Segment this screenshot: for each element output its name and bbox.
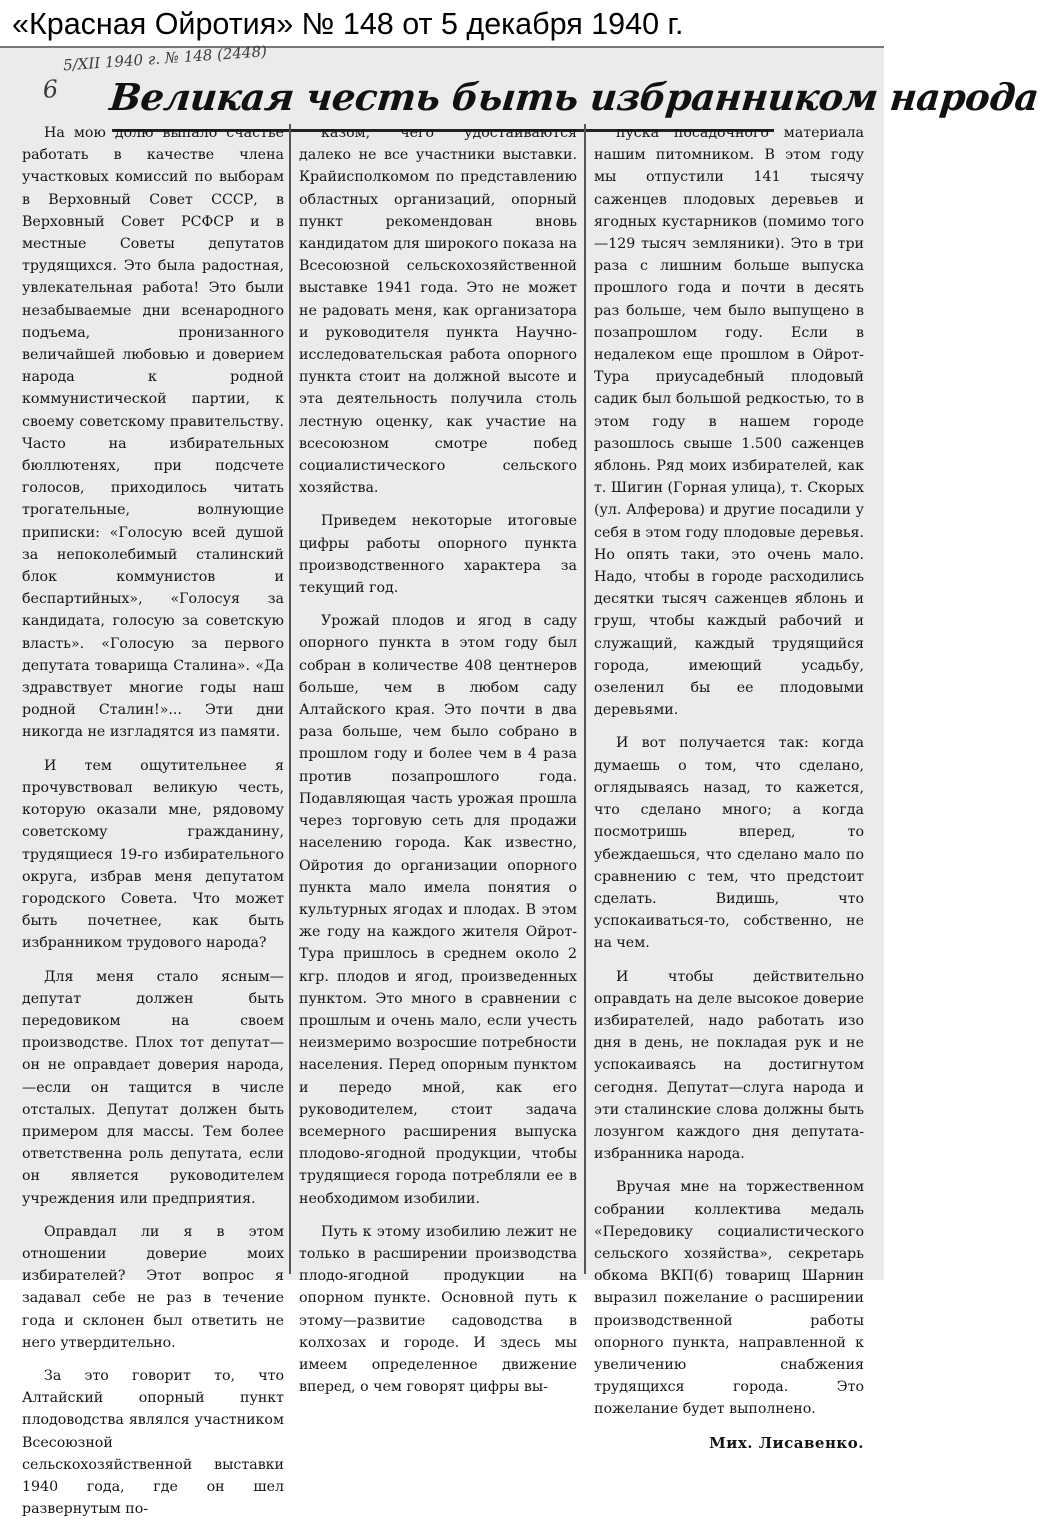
paragraph: Путь к этому изобилию лежит не только в расширении производства плодо-ягодной продукции на опорном пункте. Основной путь к этому—развитие садоводства в колхозах и городе. И здесь мы имеем определенное движение вперед, о чем говорят цифры вы- [299,1223,577,1396]
paragraph: И тем ощутительнее я прочувствовал великую честь, которую оказали мне, рядовому советскому гражданину, трудящиеся 19-го избирательного округа, избрав меня депутатом городского Совета. Что может быть почетнее, как быть избранником трудового народа? [22,757,284,952]
newspaper-clipping [0,42,1041,1518]
handwritten-date-note: 5/XII 1940 г. № 148 (2448) [62,42,268,75]
article-column-1 [22,122,284,1518]
paragraph: За это говорит то, что Алтайский опорный пункт плодоводства являлся участником Всесоюзной сельскохозяйственной выставки 1940 года, где он шел развернутым по- [22,1367,284,1518]
paragraph: Приведем некоторые итоговые цифры работы опорного пункта производственного характера за текущий год. [299,513,577,597]
paragraph: пуска посадочного материала нашим питомником. В этом году мы отпустили 141 тысячу саженцев плодовых деревьев и ягодных кустарников (помимо того—129 тысяч земляники). Это в три раза с лишним больше выпуска прошлого года и почти в десять раз больше, чем было выпущено в позапрошлом году. Если в недалеком еще прошлом в Ойрот-Тура приусадебный плодовый садик был большой редкостью, то в этом году в нашем городе разошлось свыше 1.500 саженцев яблонь. Ряд моих избирателей, как т. Шигин (Горная улица), т. Скорых (ул. Алферова) и другие посадили у себя в этом году плодовые деревья. Но опять таки, это очень мало. Надо, чтобы в городе расходились десятки тысяч саженцев яблонь и груш, чтобы каждый рабочий и служащий, каждый трудящийся города, имеющий усадьбу, озеленил бы ее плодовыми деревьями. [594,125,864,719]
paragraph: И чтобы действительно оправдать на деле высокое доверие избирателей, надо работать изо дня в день, не покладая рук и не успокаиваясь на достигнутом сегодня. Депутат—слуга народа и эти сталинские слова должны быть лозунгом каждого дня депутата-избранника народа. [594,968,864,1163]
article-headline: Великая честь быть избранником народа [107,75,1041,119]
column-3-paragraphs [594,122,864,1421]
paragraph: Для меня стало ясным—депутат должен быть передовиком на своем производстве. Плох тот депутат—он не оправдает доверия народа,—если он тащится в числе отсталых. Депутат должен быть примером для массы. Тем более ответственна роль депутата, если он является руководителем учреждения или предприятия. [22,968,284,1207]
column-divider [289,124,291,1274]
author-signature: Мих. Лисавенко. [709,1433,864,1452]
paragraph: И вот получается так: когда думаешь о том, что сделано, оглядываясь назад, то кажется, что сделано много; а когда посмотришь вперед, то убеждаешься, что сделано мало по сравнению с тем, что предстоит сделать. Видишь, что успокаиваться-то, собственно, не на чем. [594,735,864,952]
paragraph: На мою долю выпало счастье работать в качестве члена участковых комиссий по выборам в Верховный Совет СССР, в Верховный Совет РСФСР и в местные Советы депутатов трудящихся. Это была радостная, увлекательная работа! Это были незабываемые дни всенародного подъема, пронизанного величайшей любовью и доверием народа к родной коммунистической партии, к своему советскому правительству. Часто на избирательных бюллютенях, при подсчете голосов, приходилось читать трогательные, волнующие приписки: «Голосую всей душой за непоколебимый сталинский блок коммунистов и беспартийных», «Голосуя за кандидата, голосую за советскую власть». «Голосую за первого депутата товарища Сталина». «Да здравствует многие годы наш родной Сталин!»... Эти дни никогда не изгладятся из памяти. [22,125,284,741]
archive-caption: «Красная Ойротия» № 148 от 5 декабря 1940 г. [12,7,684,41]
paragraph: казом, чего удостаиваются далеко не все участники выставки. Крайисполкомом по представлению областных организаций, опорный пункт рекомендован вновь кандидатом для широкого показа на Всесоюзной сельскохозяйственной выставке 1941 года. Это не может не радовать меня, как организатора и руководителя пункта Научно-исследовательская работа опорного пункта стоит на должной высоте и эта деятельность получила столь лестную оценку, как участие на всесоюзном смотре побед социалистического сельского хозяйства. [299,125,577,497]
article-column-3 [594,122,864,1452]
article-column-2 [299,122,577,1396]
paragraph: Урожай плодов и ягод в саду опорного пункта в этом году был собран в количестве 408 центнеров больше, чем в любом саду Алтайского края. Это почти в два раза больше, чем было собрано в прошлом году и более чем в 4 раза против позапрошлого года. Подавляющая часть урожая прошла через торговую сеть для продажи населению города. Как известно, Ойротия до организации опорного пункта мало имела понятия о культурных ягодах и плодах. В этом же году на каждого жителя Ойрот-Тура пришлось в среднем около 2 кгр. плодов и ягод, произведенных пунктом. Это много в сравнении с прошлым и очень мало, если учесть неизмеримо возросшие потребности населения. Перед опорным пунктом и передо мной, как его руководителем, стоит задача всемерного расширения выпуска плодово-ягодной продукции, чтобы трудящиеся города потребляли ее в необходимом изобилии. [299,613,577,1207]
paragraph: Вручая мне на торжественном собрании коллектива медаль «Передовику социалистического сельского хозяйства», секретарь обкома ВКП(б) товарищ Шарнин выразил пожелание о расширении производственной работы опорного пункта, направленной к увеличению снабжения трудящихся города. Это пожелание будет выполнено. [594,1179,864,1418]
column-divider [584,124,586,1274]
paragraph: Оправдал ли я в этом отношении доверие моих избирателей? Этот вопрос я задавал себе не раз в течение года и склонен был ответить не него утвердительно. [22,1223,284,1351]
handwritten-page-number: 6 [41,74,60,104]
